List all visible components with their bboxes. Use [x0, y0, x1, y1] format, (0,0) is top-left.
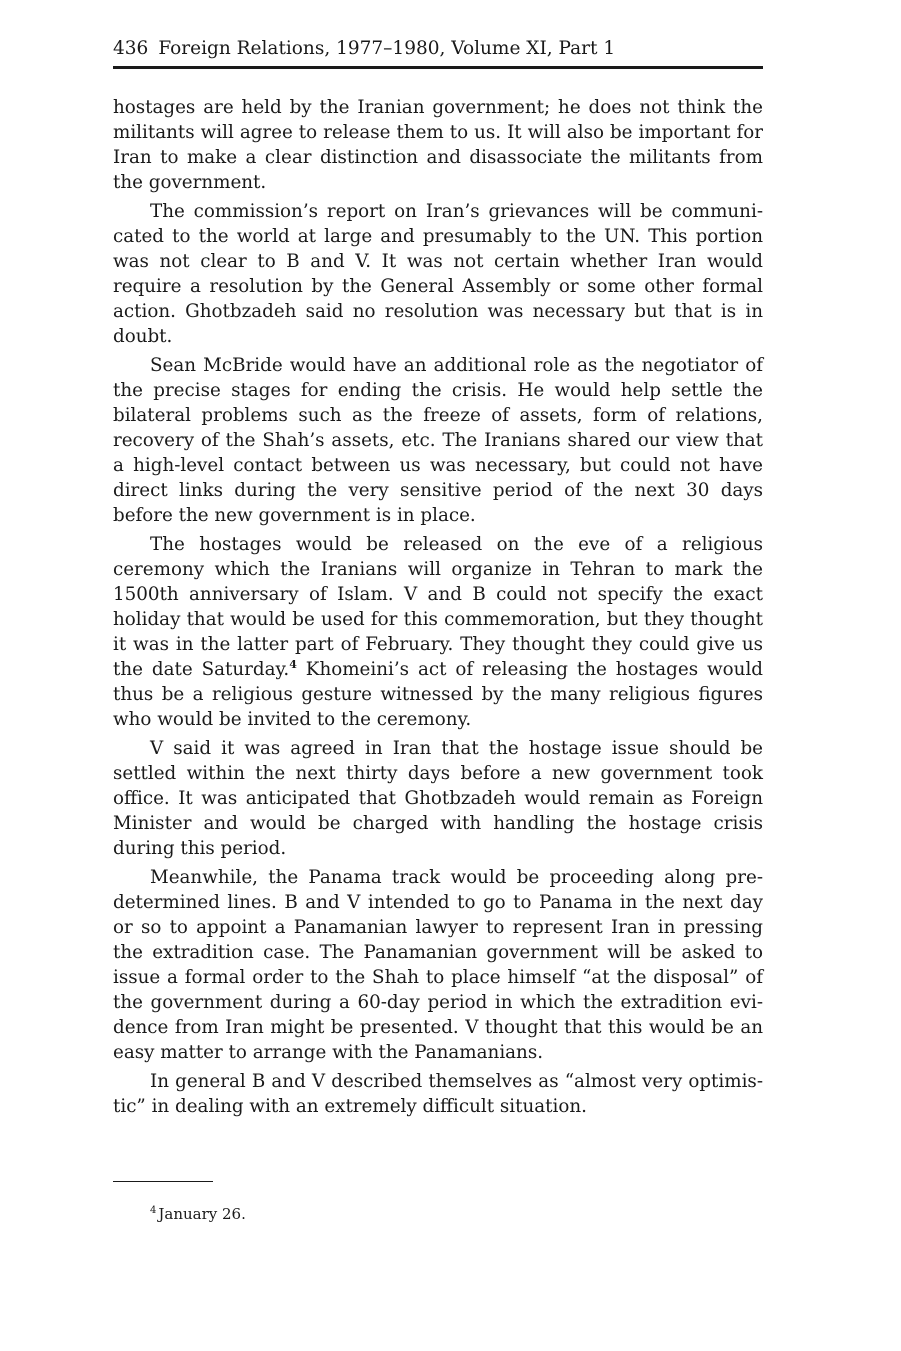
footnote	[150, 1203, 246, 1225]
paragraph-4-text-b: Khomeini’s act of releasing the hostages would thus be a religious gesture witnessed by the many religious figures who would be invited to the ceremony.	[113, 659, 763, 730]
paragraph-1: hostages are held by the Iranian government; he does not think the militants will agree to release them to us. It will also be important for Iran to make a clear distinction and disassociate the militants from the government.	[113, 97, 763, 193]
paragraph-5: V said it was agreed in Iran that the hostage issue should be settled within the next thirty days before a new government took office. It was anticipated that Ghotbzadeh would remain as Foreign Minister and would be charged with handling the hostage crisis during this period.	[113, 738, 763, 859]
paragraph-3: Sean McBride would have an additional role as the negotiator of the precise stages for ending the crisis. He would help settle the bilateral problems such as the freeze of assets, form of relations, recovery of the Shah’s assets, etc. The Iranians shared our view that a high-level contact between us was necessary, but could not have direct links during the very sensitive period of the next 30 days before the new government is in place.	[113, 355, 763, 526]
body-text	[113, 95, 763, 1119]
page-number: 436	[113, 38, 149, 59]
running-head	[113, 36, 763, 69]
paragraph-2: The commission’s report on Iran’s grievances will be communicated to the world at large and presumably to the UN. This portion was not clear to B and V. It was not certain whether Iran would require a resolution by the General Assembly or some other formal action. Ghotbzadeh said no resolution was necessary but that is in doubt.	[113, 201, 763, 347]
document-page	[113, 36, 763, 1123]
paragraph-7: In general B and V described themselves as “almost very optimistic” in dealing with an extremely difficult situation.	[113, 1071, 763, 1117]
footnote-text: January 26.	[158, 1205, 246, 1223]
paragraph-4-text-a: The hostages would be released on the eve of a religious ceremony which the Iranians will organize in Tehran to mark the 1500th anniversary of Islam. V and B could not specify the exact holiday that would be used for this commemoration, but they thought it was in the latter part of February. They thought they could give us the date Saturday.	[113, 534, 763, 680]
footnote-divider	[113, 1181, 213, 1182]
paragraph-6: Meanwhile, the Panama track would be proceeding along predetermined lines. B and V intended to go to Panama in the next day or so to appoint a Panamanian lawyer to represent Iran in pressing the extradition case. The Panamanian government will be asked to issue a formal order to the Shah to place himself “at the disposal” of the government during a 60-day period in which the extradition evidence from Iran might be presented. V thought that this would be an easy matter to arrange with the Panamanians.	[113, 867, 763, 1063]
paragraph-4	[113, 532, 763, 732]
footnote-reference[interactable]: 4	[289, 657, 297, 671]
volume-title: Foreign Relations, 1977–1980, Volume XI, Part 1	[158, 38, 616, 59]
footnote-number: 4	[150, 1205, 157, 1216]
